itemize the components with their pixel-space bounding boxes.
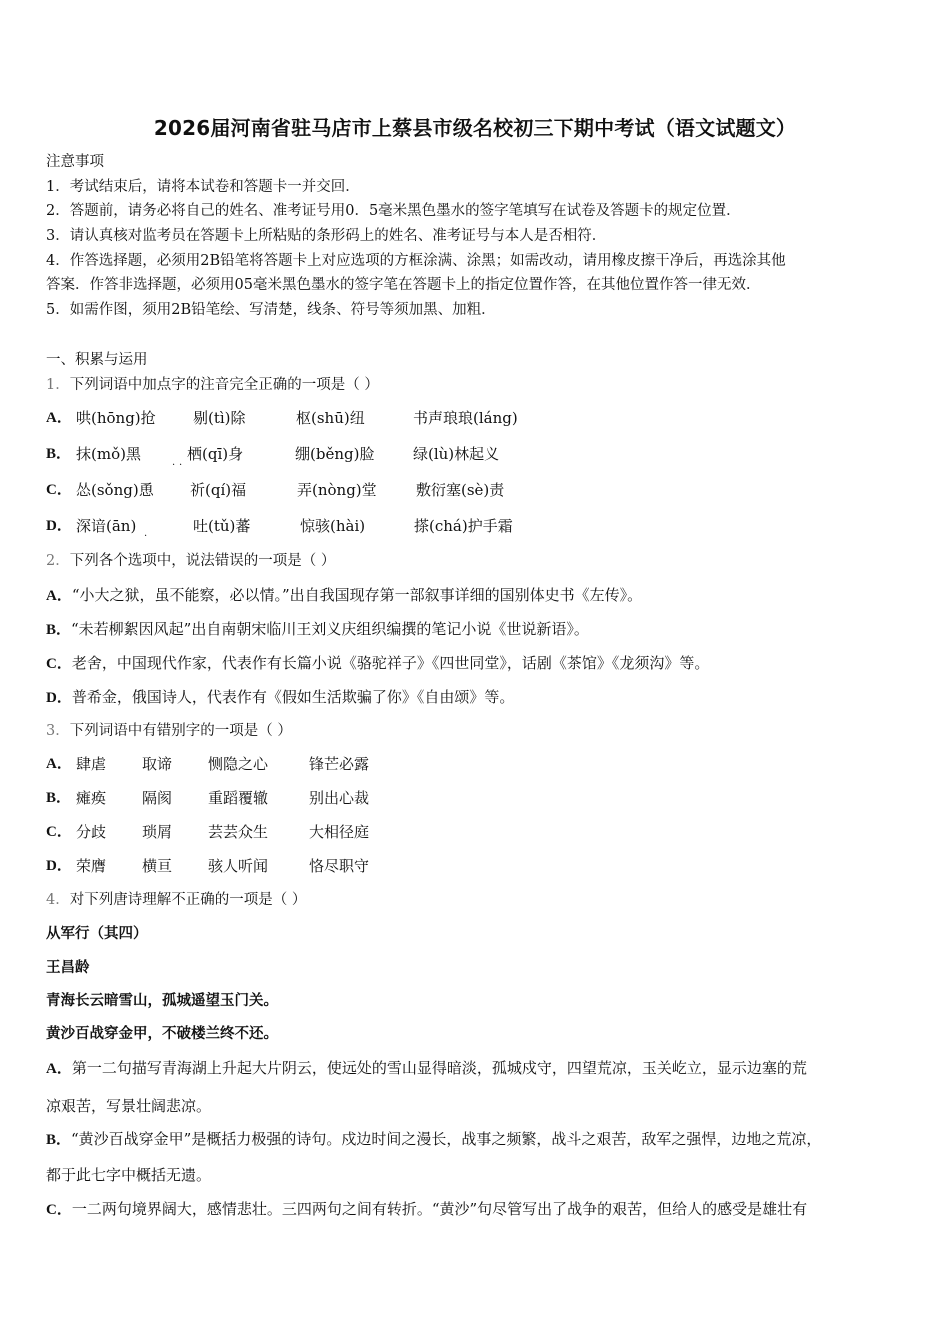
option-item: 重蹈覆辙 (208, 789, 269, 807)
option-label: B． (46, 1132, 72, 1148)
question-2-stem (46, 551, 335, 571)
option-item: 大相径庭 (309, 823, 370, 841)
option-label: D． (46, 858, 72, 874)
option-item: 书声琅琅(láng) (413, 409, 518, 427)
notice-item: 5．如需作图，须用2B铅笔绘、写清楚，线条、符号等须加黑、加粗． (46, 302, 496, 318)
option-label: A． (46, 756, 72, 772)
option-item: 瘫痪 (76, 789, 107, 807)
question-4-stem (46, 890, 306, 910)
option-label: A． (46, 1061, 72, 1077)
notice-item: 答案．作答非选择题，必须用05毫米黑色墨水的签字笔在答题卡上的指定位置作答，在其他位置作答一律无效． (46, 277, 761, 293)
option-item: 别出心裁 (309, 789, 370, 807)
option-item: 骇人听闻 (208, 857, 269, 875)
option-item: 栖(qī)身 (187, 445, 244, 463)
option-label: A． (46, 410, 72, 426)
option-item: 绿(lù)林起义 (413, 445, 500, 463)
option-item: 枢(shū)纽 (296, 409, 365, 427)
option-label: C． (46, 656, 72, 672)
question-text: 下列词语中加点字的注音完全正确的一项是（ ） (69, 377, 379, 393)
option-line: 凉艰苦，写景壮阔悲凉。 (46, 1097, 212, 1115)
option-label: B． (46, 622, 72, 638)
option-label: A． (46, 588, 72, 604)
option-item: 吐(tǔ)蕃 (193, 517, 251, 535)
option-text: 一二两句境界阔大，感情悲壮。三四两句之间有转折。“黄沙”句尽管写出了战争的艰苦，但给人的感受是雄壮有 (71, 1200, 808, 1218)
option-item: 剔(tì)除 (193, 409, 246, 427)
option-item: 抹(mǒ)黑 (76, 445, 141, 463)
option-item: 琐屑 (142, 823, 173, 841)
option-text: 普希金，俄国诗人，代表作有《假如生活欺骗了你》《自由颂》等。 (71, 688, 515, 706)
question-number: 4． (46, 892, 70, 908)
q2-option-a[interactable] (46, 584, 642, 607)
emphasis-dot: . (172, 457, 176, 468)
option-text: “未若柳絮因风起”出自南朝宋临川王刘义庆组织编撰的笔记小说《世说新语》。 (71, 620, 589, 638)
option-line (46, 1198, 807, 1221)
section-heading: 一、积累与运用 (46, 352, 148, 368)
option-item: 横亘 (142, 857, 173, 875)
option-label: B． (46, 446, 72, 462)
notice-item: 4．作答选择题，必须用2B铅笔将答题卡上对应选项的方框涂满、涂黑；如需改动，请用橡皮擦干净后，再选涂其他 (46, 253, 786, 269)
notice-heading: 注意事项 (46, 154, 104, 170)
notice-item: 3．请认真核对监考员在答题卡上所粘贴的条形码上的姓名、准考证号与本人是否相符． (46, 228, 607, 244)
question-text: 对下列唐诗理解不正确的一项是（ ） (69, 892, 307, 908)
option-label: B． (46, 790, 72, 806)
option-text: 第一二句描写青海湖上升起大片阴云，使远处的雪山显得暗淡，孤城戍守，四望荒凉，玉关屹立，显示边塞的荒 (71, 1059, 807, 1077)
emphasis-dot: . (179, 457, 183, 468)
option-item: 取谛 (142, 755, 173, 773)
option-item: 恪尽职守 (309, 857, 370, 875)
option-item: 绷(běng)脸 (295, 445, 375, 463)
option-line (46, 1128, 821, 1151)
option-item: 惊骇(hài) (300, 517, 366, 535)
notice-item: 2．答题前，请务必将自己的姓名、准考证号用0．5毫米黑色墨水的签字笔填写在试卷及答题卡的规定位置． (46, 203, 741, 219)
question-text: 下列词语中有错别字的一项是（ ） (69, 723, 292, 739)
option-item: 锋芒必露 (309, 755, 370, 773)
option-label: D． (46, 518, 72, 534)
option-item: 祈(qí)福 (190, 481, 247, 499)
option-text: “小大之狱，虽不能察，必以情。”出自我国现存第一部叙事详细的国别体史书《左传》。 (71, 586, 643, 604)
option-item: 深谙(ān) (76, 517, 137, 535)
option-item: 敷衍塞(sè)责 (416, 481, 505, 499)
option-line: 都于此七字中概括无遗。 (46, 1166, 212, 1184)
option-text: “黄沙百战穿金甲”是概括力极强的诗句。戍边时间之漫长，战事之频繁，战斗之艰苦，敌军之强悍，边地之荒凉， (71, 1130, 822, 1148)
notice-item: 1．考试结束后，请将本试卷和答题卡一并交回． (46, 179, 360, 195)
option-label: C． (46, 824, 72, 840)
option-item: 肆虐 (76, 755, 107, 773)
option-item: 荣膺 (76, 857, 107, 875)
question-number: 3． (46, 723, 70, 739)
page-title: 2026届河南省驻马店市上蔡县市级名校初三下期中考试（语文试题文） (153, 116, 797, 140)
emphasis-dot: . (144, 528, 148, 539)
option-text: 老舍，中国现代作家，代表作有长篇小说《骆驼祥子》《四世同堂》，话剧《茶馆》《龙须沟》等。 (71, 654, 710, 672)
poem-line: 青海长云暗雪山，孤城遥望玉门关。 (46, 992, 278, 1009)
option-label: C． (46, 1202, 72, 1218)
option-item: 恻隐之心 (208, 755, 269, 773)
question-text: 下列各个选项中，说法错误的一项是（ ） (69, 553, 336, 569)
poem-line: 黄沙百战穿金甲，不破楼兰终不还。 (46, 1025, 278, 1042)
poem-title: 从军行（其四） (46, 925, 148, 942)
option-label: D． (46, 690, 72, 706)
option-line (46, 1057, 807, 1080)
q2-option-b[interactable] (46, 618, 589, 641)
question-1-stem (46, 375, 379, 395)
option-item: 哄(hōng)抢 (76, 409, 156, 427)
poem-author: 王昌龄 (46, 959, 90, 976)
question-number: 1． (46, 377, 70, 393)
option-item: 怂(sǒng)恿 (76, 481, 154, 499)
option-item: 分歧 (76, 823, 107, 841)
q2-option-c[interactable] (46, 652, 709, 675)
option-item: 隔阂 (142, 789, 173, 807)
question-3-stem (46, 721, 292, 741)
question-number: 2． (46, 553, 70, 569)
option-item: 搽(chá)护手霜 (414, 517, 513, 535)
option-item: 芸芸众生 (208, 823, 269, 841)
option-item: 弄(nòng)堂 (297, 481, 377, 499)
q2-option-d[interactable] (46, 686, 514, 709)
option-label: C． (46, 482, 72, 498)
